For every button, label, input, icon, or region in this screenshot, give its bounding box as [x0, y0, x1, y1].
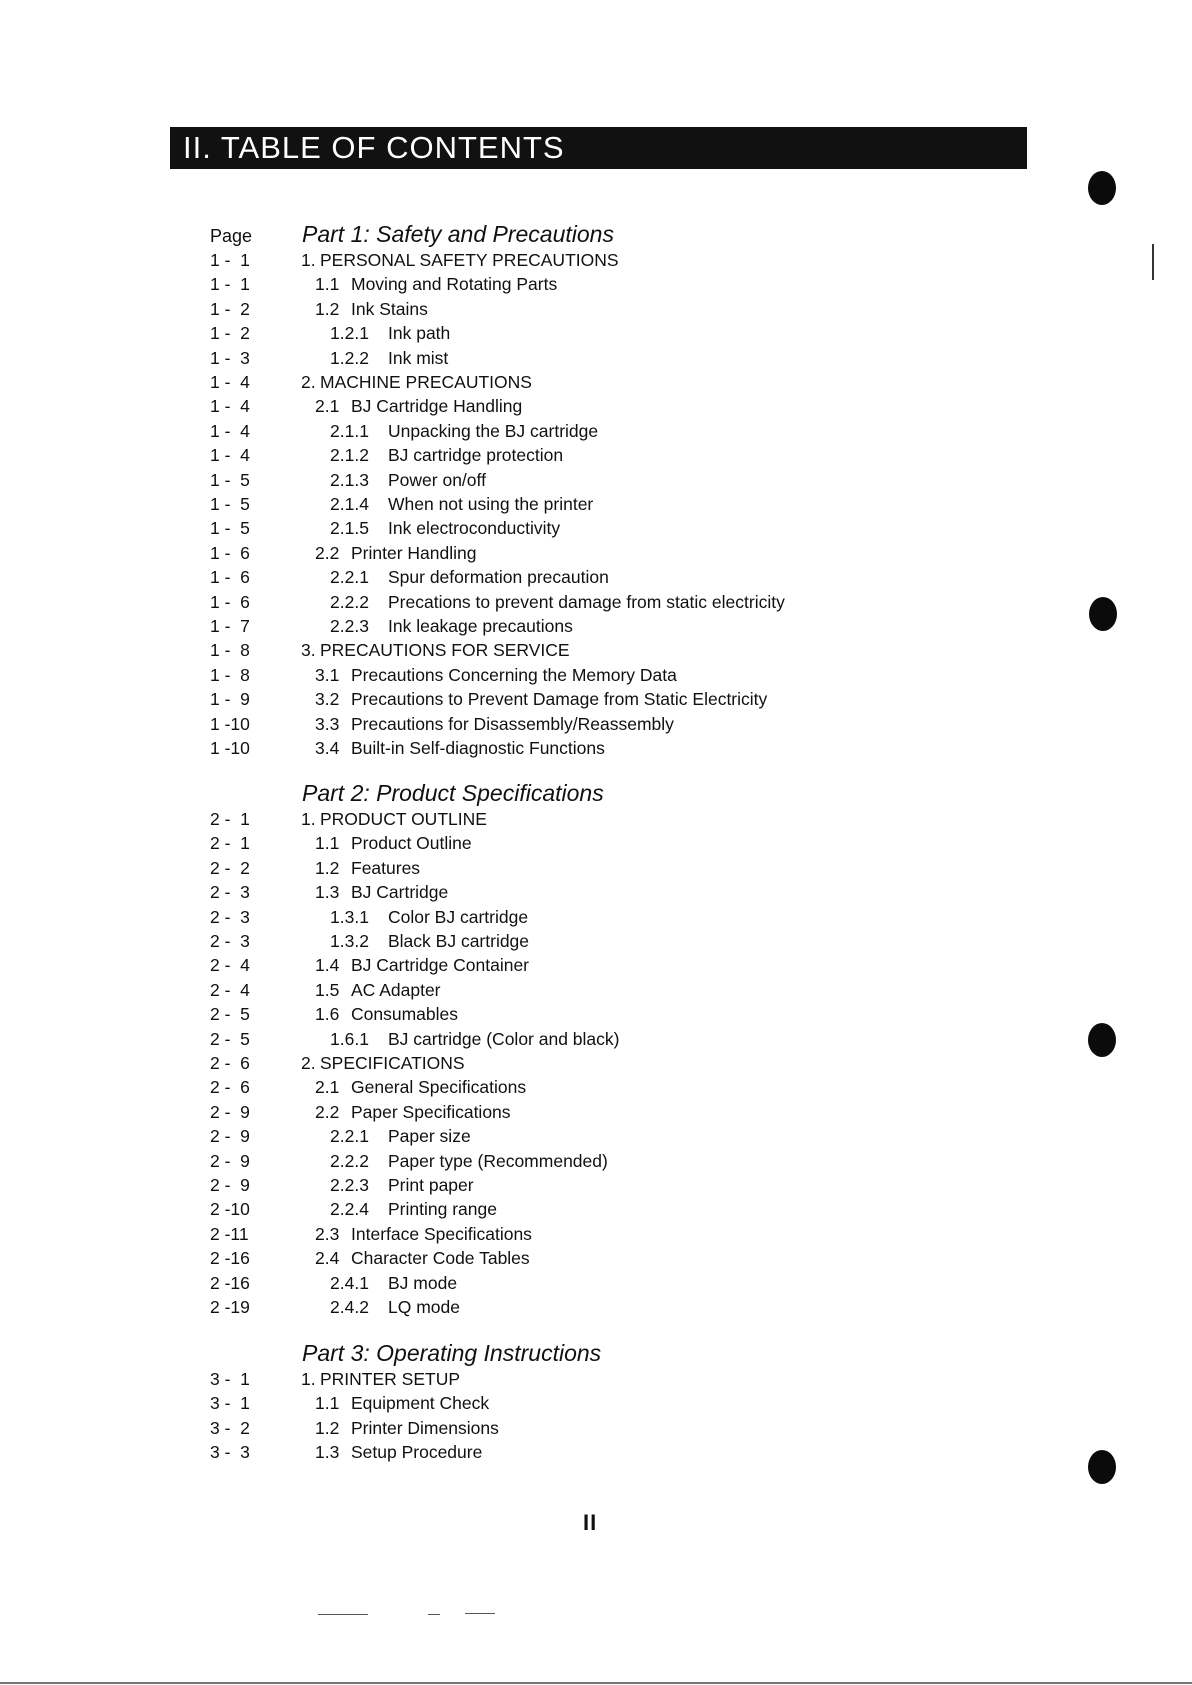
toc-section-number: 1.4 [315, 955, 340, 976]
toc-section-number: 2.2.2 [330, 591, 369, 612]
toc-page-ref: 1 - 5 [210, 469, 250, 490]
toc-page-ref: 1 - 4 [210, 396, 250, 417]
toc-section-number: 2.1.1 [330, 420, 369, 441]
toc-section-number: 2.2.2 [330, 1150, 369, 1171]
toc-section-number: 1.6.1 [330, 1028, 369, 1049]
toc-section-title: When not using the printer [388, 494, 594, 514]
toc-page-ref: 2 - 9 [210, 1101, 250, 1122]
toc-section-number: 1.2.1 [330, 323, 369, 344]
scan-artifact [318, 1614, 368, 1615]
toc-section-title: Ink mist [388, 347, 449, 368]
toc-entry [0, 831, 1192, 855]
toc-section-number: 3. [301, 640, 316, 661]
toc-section-number: 2. [301, 1053, 316, 1073]
toc-section-title: Features [351, 857, 421, 878]
toc-section-number: 2.1.4 [330, 494, 369, 514]
toc-page-ref: 2 - 5 [210, 1004, 250, 1025]
toc-entry [0, 1416, 1192, 1440]
toc-page-ref: 1 -10 [210, 738, 250, 758]
toc-page-ref: 2 - 1 [210, 833, 250, 854]
toc-section-title: Built-in Self-diagnostic Functions [351, 738, 605, 758]
toc-section-number: 1.2 [315, 298, 340, 319]
toc-section-number: 2.2.4 [330, 1199, 369, 1220]
toc-section-number: 3.1 [315, 664, 340, 685]
toc-section-title: BJ mode [388, 1272, 458, 1293]
toc-entry [0, 712, 1192, 736]
toc-section-number: 1.2 [315, 1417, 340, 1438]
toc-section-number: 3.4 [315, 738, 340, 758]
toc-entry [0, 516, 1192, 540]
toc-section-number: 1.3.2 [330, 931, 369, 951]
part-heading: Part 2: Product Specifications [302, 780, 604, 806]
toc-section-title: PRODUCT OUTLINE [320, 809, 487, 829]
toc-section-title: Setup Procedure [351, 1442, 483, 1463]
toc-entry [0, 1246, 1192, 1270]
toc-entry [0, 880, 1192, 904]
toc-section-number: 1.5 [315, 979, 340, 1000]
toc-section-title: Unpacking the BJ cartridge [388, 420, 599, 441]
toc-section-number: 2.1 [315, 396, 340, 417]
toc-page-ref: 2 -16 [210, 1272, 250, 1293]
toc-entry [0, 370, 1192, 394]
toc-page-ref: 1 - 6 [210, 567, 250, 588]
toc-section-number: 2.2.3 [330, 616, 369, 636]
toc-entry [0, 1149, 1192, 1173]
toc-page-ref: 2 - 9 [210, 1175, 250, 1195]
toc-section-title: Printer Dimensions [351, 1417, 499, 1438]
toc-page-ref: 1 - 3 [210, 347, 250, 368]
toc-section-title: Power on/off [388, 469, 486, 490]
toc-page-ref: 1 - 4 [210, 420, 250, 441]
toc-section-number: 2.1.5 [330, 518, 369, 539]
toc-page-ref: 2 - 3 [210, 931, 250, 951]
toc-page-ref: 1 - 5 [210, 518, 250, 539]
toc-entry [0, 1197, 1192, 1221]
toc-entry [0, 1100, 1192, 1124]
toc-section-title: Product Outline [351, 833, 472, 854]
toc-entry [0, 590, 1192, 614]
toc-page-ref: 1 - 1 [210, 274, 250, 295]
toc-page-ref: 2 - 1 [210, 809, 250, 829]
toc-section-number: 1.3 [315, 1442, 340, 1463]
toc-entry [0, 953, 1192, 977]
toc-section-title: Ink electroconductivity [388, 518, 561, 539]
scan-artifact [465, 1613, 495, 1614]
toc-page-ref: 3 - 1 [210, 1369, 250, 1389]
toc-section-title: Consumables [351, 1004, 458, 1025]
toc-section-title: Spur deformation precaution [388, 567, 609, 588]
toc-section-number: 2.4.1 [330, 1272, 369, 1293]
toc-section-title: LQ mode [388, 1297, 460, 1317]
toc-section-title: PERSONAL SAFETY PRECAUTIONS [320, 250, 619, 270]
toc-entry [0, 1367, 1192, 1391]
toc-page-ref: 1 - 2 [210, 298, 250, 319]
toc-page-ref: 2 - 9 [210, 1150, 250, 1171]
toc-page-ref: 1 - 4 [210, 445, 250, 466]
toc-section-title: Printer Handling [351, 542, 477, 563]
toc-section-number: 1. [301, 1369, 316, 1389]
toc-section-number: 3.3 [315, 713, 340, 734]
toc-section-title: Precautions to Prevent Damage from Static Electricity [351, 689, 768, 710]
toc-section-number: 2.1.2 [330, 445, 369, 466]
toc-page-ref: 2 -10 [210, 1199, 250, 1220]
toc-entry [0, 807, 1192, 831]
toc-page-ref: 2 - 5 [210, 1028, 250, 1049]
toc-entry [0, 272, 1192, 296]
toc-entry [0, 1173, 1192, 1197]
toc-section-number: 2.1 [315, 1077, 340, 1098]
toc-section-title: Paper size [388, 1126, 471, 1147]
toc-section-number: 1. [301, 809, 316, 829]
toc-section-title: BJ Cartridge [351, 882, 449, 903]
toc-page-ref: 2 -16 [210, 1248, 250, 1269]
toc-entry [0, 663, 1192, 687]
toc-page-ref: 2 - 9 [210, 1126, 250, 1147]
toc-entry [0, 492, 1192, 516]
toc-page-ref: 1 - 7 [210, 616, 250, 636]
toc-entry [0, 541, 1192, 565]
toc-section-number: 2.2.3 [330, 1175, 369, 1195]
toc-page-ref: 1 - 6 [210, 591, 250, 612]
toc-page-ref: 2 - 4 [210, 955, 250, 976]
toc-section-title: Ink Stains [351, 298, 428, 319]
toc-page-ref: 1 - 4 [210, 372, 250, 392]
toc-entry [0, 321, 1192, 345]
toc-section-title: Print paper [388, 1175, 474, 1195]
toc-entry [0, 297, 1192, 321]
toc-entry [0, 1440, 1192, 1464]
toc-entry [0, 1027, 1192, 1051]
toc-entry [0, 443, 1192, 467]
toc-section-number: 2.1.3 [330, 469, 369, 490]
toc-entry [0, 419, 1192, 443]
toc-page-ref: 1 - 9 [210, 689, 250, 710]
toc-section-number: 1. [301, 250, 316, 270]
toc-section-title: General Specifications [351, 1077, 527, 1098]
toc-section-title: BJ cartridge (Color and black) [388, 1028, 620, 1049]
toc-entry [0, 1124, 1192, 1148]
page-number: II [583, 1510, 598, 1535]
toc-entry [0, 346, 1192, 370]
toc-section-title: BJ Cartridge Handling [351, 396, 523, 417]
toc-entry [0, 1002, 1192, 1026]
toc-section-title: Character Code Tables [351, 1248, 530, 1269]
toc-section-number: 2.2.1 [330, 567, 369, 588]
toc-section-title: Color BJ cartridge [388, 906, 529, 927]
toc-entry [0, 565, 1192, 589]
toc-page-ref: 1 - 8 [210, 640, 250, 661]
toc-section-number: 3.2 [315, 689, 340, 710]
toc-section-number: 1.6 [315, 1004, 340, 1025]
toc-section-title: PRINTER SETUP [320, 1369, 461, 1389]
part-heading: Part 3: Operating Instructions [302, 1340, 602, 1366]
toc-entry [0, 614, 1192, 638]
toc-section-title: BJ Cartridge Container [351, 955, 529, 976]
toc-page-ref: 2 - 6 [210, 1053, 250, 1073]
toc-section-number: 1.1 [315, 1393, 340, 1414]
toc-section-title: Moving and Rotating Parts [351, 274, 558, 295]
toc-entry [0, 905, 1192, 929]
toc-section-title: AC Adapter [351, 979, 441, 1000]
scan-bottom-edge [0, 1682, 1192, 1684]
toc-entry [0, 638, 1192, 662]
toc-page-ref: 1 - 6 [210, 542, 250, 563]
toc-section-title: Precautions Concerning the Memory Data [351, 664, 677, 685]
toc-page-ref: 2 - 2 [210, 857, 250, 878]
toc-entry [0, 1391, 1192, 1415]
toc-section-title: Interface Specifications [351, 1223, 532, 1244]
toc-page-ref: 1 -10 [210, 713, 250, 734]
toc-section-title: PRECAUTIONS FOR SERVICE [320, 640, 570, 661]
page-title: II. TABLE OF CONTENTS [170, 127, 1027, 169]
scan-artifact [428, 1614, 440, 1615]
toc-page-ref: 2 - 6 [210, 1077, 250, 1098]
toc-section-title: Ink leakage precautions [388, 616, 573, 636]
toc-page-ref: 1 - 5 [210, 494, 250, 514]
toc-section-title: Precations to prevent damage from static electricity [388, 591, 785, 612]
toc-section-number: 2.3 [315, 1223, 340, 1244]
toc-section-title: Paper Specifications [351, 1101, 511, 1122]
toc-entry [0, 978, 1192, 1002]
toc-entry [0, 1075, 1192, 1099]
toc-section-title: Paper type (Recommended) [388, 1150, 608, 1171]
toc-section-title: BJ cartridge protection [388, 445, 564, 466]
toc-section-title: Black BJ cartridge [388, 931, 530, 951]
toc-section-number: 2.2 [315, 542, 340, 563]
toc-page-ref: 2 -19 [210, 1297, 250, 1317]
toc-entry [0, 1051, 1192, 1075]
toc-section-title: Printing range [388, 1199, 497, 1220]
toc-section-number: 1.2.2 [330, 347, 369, 368]
toc-entry [0, 1271, 1192, 1295]
toc-entry [0, 1222, 1192, 1246]
toc-section-title: MACHINE PRECAUTIONS [320, 372, 532, 392]
toc-section-number: 2.2 [315, 1101, 340, 1122]
toc-page-ref: 2 -11 [210, 1223, 249, 1244]
toc-section-number: 2.2.1 [330, 1126, 369, 1147]
toc-section-number: 1.1 [315, 274, 340, 295]
toc-entry [0, 856, 1192, 880]
toc-entry [0, 468, 1192, 492]
toc-page-ref: 2 - 4 [210, 979, 250, 1000]
toc-section-number: 1.2 [315, 857, 340, 878]
toc-section-title: Equipment Check [351, 1393, 490, 1414]
part-heading: Part 1: Safety and Precautions [302, 221, 614, 247]
toc-section-title: SPECIFICATIONS [320, 1053, 465, 1073]
toc-page-ref: 2 - 3 [210, 906, 250, 927]
toc-section-title: Ink path [388, 323, 451, 344]
toc-page-ref: 2 - 3 [210, 882, 250, 903]
toc-page-ref: 1 - 2 [210, 323, 250, 344]
toc-page-ref: 3 - 1 [210, 1393, 250, 1414]
toc-entry [0, 736, 1192, 760]
toc-page-ref: 3 - 3 [210, 1442, 250, 1463]
toc-page-ref: 1 - 1 [210, 250, 250, 270]
toc-section-number: 2.4 [315, 1248, 340, 1269]
toc-entry [0, 1295, 1192, 1319]
toc-page-ref: 3 - 2 [210, 1417, 250, 1438]
toc-section-number: 1.1 [315, 833, 340, 854]
toc-section-number: 2.4.2 [330, 1297, 369, 1317]
toc-section-number: 2. [301, 372, 316, 392]
toc-section-number: 1.3 [315, 882, 340, 903]
toc-entry [0, 248, 1192, 272]
toc-section-number: 1.3.1 [330, 906, 369, 927]
toc-page-ref: 1 - 8 [210, 664, 250, 685]
page-column-label: Page [210, 226, 253, 246]
toc-entry [0, 929, 1192, 953]
toc-section-title: Precautions for Disassembly/Reassembly [351, 713, 674, 734]
toc-entry [0, 394, 1192, 418]
toc-entry [0, 687, 1192, 711]
